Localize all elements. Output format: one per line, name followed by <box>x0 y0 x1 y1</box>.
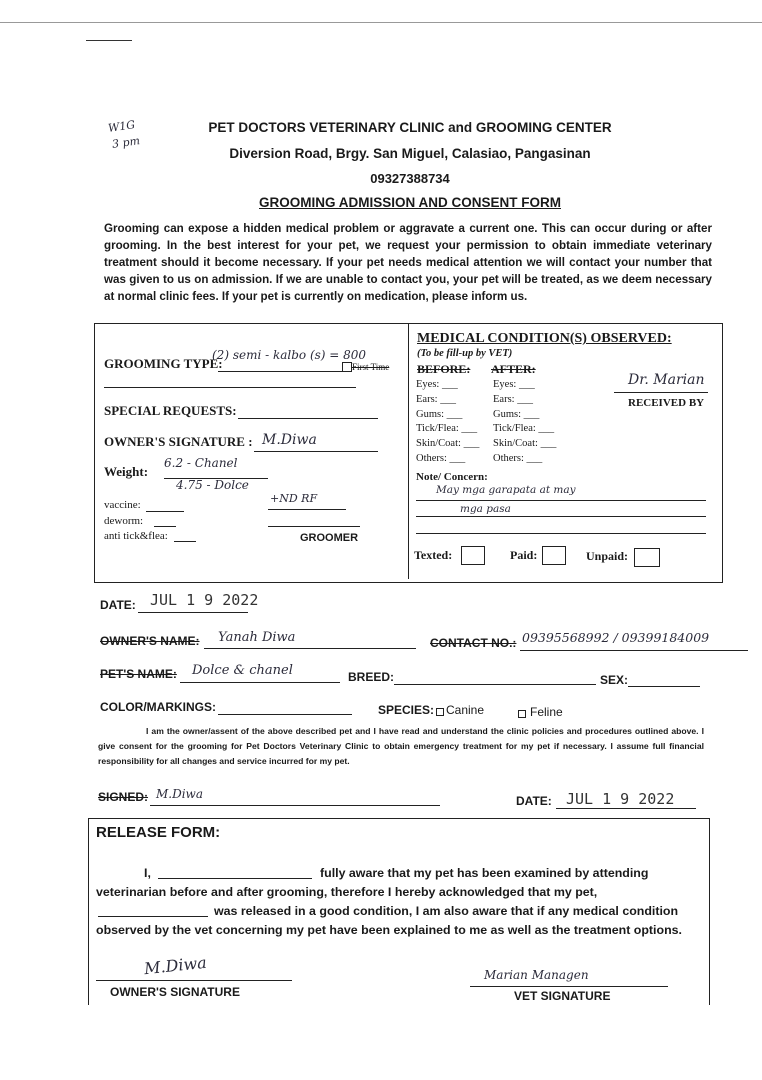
sex-line[interactable] <box>628 686 700 687</box>
grooming-type-value[interactable]: (2) semi - kalbo (s) = 800 <box>212 348 367 362</box>
paid-checkbox[interactable] <box>542 546 566 565</box>
before-items <box>416 378 479 467</box>
vaccine-label: vaccine: <box>104 499 141 511</box>
pet-name-value[interactable]: Dolce & chanel <box>192 663 293 678</box>
date-stamp[interactable]: JUL 1 9 2022 <box>150 591 259 609</box>
first-time-checkbox[interactable] <box>342 362 352 372</box>
before-skincoat[interactable]: Skin/Coat: ___ <box>416 438 480 450</box>
vet-release-signature: Marian Managen <box>484 968 589 982</box>
signed-date-stamp[interactable]: JUL 1 9 2022 <box>566 790 675 808</box>
feline-checkbox[interactable] <box>518 710 526 718</box>
sex-label: SEX: <box>600 673 629 687</box>
after-items <box>493 378 556 467</box>
release-text: I, fully aware that my pet has been examined by attending veterinarian before and after grooming, therefore I hereby acknowledged that my pet, was released in a good condition, I am also aware that if any medical condition observed by the vet concerning my pet have been explained to me as well as the treatment options. <box>96 866 682 937</box>
contact-value[interactable]: 09395568992 / 09399184009 <box>522 630 710 645</box>
breed-line[interactable] <box>394 684 596 685</box>
before-gums[interactable]: Gums: ___ <box>416 408 463 420</box>
weight-value-chanel: 6.2 - Chanel <box>164 456 238 470</box>
groomer-signature-line[interactable] <box>268 526 360 527</box>
grooming-type-line-2 <box>104 387 356 388</box>
after-gums[interactable]: Gums: ___ <box>493 408 540 420</box>
canine-label: Canine <box>446 703 485 717</box>
note-line-2: mga pasa <box>460 503 511 515</box>
note-line-1: May mga garapata at may <box>436 484 576 496</box>
groomer-line <box>268 509 346 510</box>
received-by-label: RECEIVED BY <box>628 397 705 409</box>
groomer-label: GROOMER <box>300 532 359 544</box>
after-skincoat[interactable]: Skin/Coat: ___ <box>493 438 557 450</box>
owner-name-value[interactable]: Yanah Diwa <box>218 630 296 645</box>
release-pet-line[interactable] <box>98 916 208 917</box>
after-tickflea[interactable]: Tick/Flea: ___ <box>493 423 555 435</box>
contact-line <box>520 650 748 651</box>
form-title: GROOMING ADMISSION AND CONSENT FORM <box>259 195 561 210</box>
first-time-label: First Time <box>352 362 390 372</box>
clinic-address: Diversion Road, Brgy. San Miguel, Calasiao, Pangasinan <box>229 146 591 161</box>
after-eyes[interactable]: Eyes: ___ <box>493 379 535 390</box>
signed-label: SIGNED: <box>98 790 149 804</box>
texted-label: Texted: <box>414 548 453 562</box>
vaccine-line[interactable] <box>146 511 184 512</box>
intro-paragraph: Grooming can expose a hidden medical problem or aggravate a current one. This can occur during or after grooming. In the best interest for your pet, we request your permission to obtain immediate veterinary treatment should it become necessary. If your pet needs medical attention we will contact your number that was given to us on admission. If we are unable to contact you, your pet will be treated, as we deem necessary at normal clinic fees. If your pet is currently on medication, please inform us. <box>104 222 712 303</box>
owner-name-line <box>204 648 416 649</box>
consent-paragraph: I am the owner/assent of the above described pet and I have read and understand the clinic policies and procedures outlined above. I give consent for the grooming for Pet Doctors Veterinary Clinic to obtain emergency treatment for my pet if necessary. I assume full financial responsibility for all changes and service incurred for my pet. <box>98 726 704 766</box>
clinic-phone: 09327388734 <box>370 171 450 186</box>
before-label: BEFORE: <box>417 362 471 376</box>
note-rule-1 <box>416 500 706 501</box>
weight-value-dolce: 4.75 - Dolce <box>176 478 249 492</box>
scan-mark <box>86 40 132 41</box>
after-ears[interactable]: Ears: ___ <box>493 393 533 405</box>
unpaid-label: Unpaid: <box>586 549 629 563</box>
owner-signature-value: M.Diwa <box>262 432 317 448</box>
handwritten-note: 3 pm <box>111 134 141 151</box>
deworm-line[interactable] <box>154 526 176 527</box>
canine-checkbox[interactable] <box>436 708 444 716</box>
box-divider <box>408 323 409 579</box>
pet-name-label: PET'S NAME: <box>100 667 177 681</box>
scan-edge <box>0 22 762 23</box>
texted-checkbox[interactable] <box>461 546 485 565</box>
medical-title: MEDICAL CONDITION(S) OBSERVED: <box>417 331 672 346</box>
signed-line <box>150 805 440 806</box>
special-requests-label: SPECIAL REQUESTS: <box>104 403 237 418</box>
paid-label: Paid: <box>510 548 538 562</box>
medical-subtitle: (To be fill-up by VET) <box>417 348 513 359</box>
signed-date-line <box>556 808 696 809</box>
owner-signature-caption: OWNER'S SIGNATURE <box>110 985 240 999</box>
before-ears[interactable]: Ears: ___ <box>416 393 456 405</box>
weight-label: Weight: <box>104 464 149 479</box>
color-markings-line[interactable] <box>218 714 352 715</box>
after-others[interactable]: Others: ___ <box>493 452 543 464</box>
release-name-line[interactable] <box>158 878 312 879</box>
before-others[interactable]: Others: ___ <box>416 452 466 464</box>
note-rule-3 <box>416 533 706 534</box>
antitick-line[interactable] <box>174 541 196 542</box>
pet-name-line <box>180 682 340 683</box>
received-by-line <box>614 392 708 393</box>
special-requests-line[interactable] <box>238 418 378 419</box>
deworm-label: deworm: <box>104 515 144 527</box>
owner-release-signature-line[interactable] <box>96 980 292 981</box>
grooming-type-line <box>218 371 342 372</box>
clinic-name: PET DOCTORS VETERINARY CLINIC and GROOMING CENTER <box>208 120 612 135</box>
owner-signature-label: OWNER'S SIGNATURE : <box>104 434 253 449</box>
note-rule-2 <box>416 516 706 517</box>
groomer-note: +ND RF <box>270 492 318 505</box>
note-label: Note/ Concern: <box>416 471 488 483</box>
received-by-value: Dr. Marian <box>628 372 705 388</box>
weight-line <box>164 478 268 479</box>
unpaid-checkbox[interactable] <box>634 548 660 567</box>
vet-signature-caption: VET SIGNATURE <box>514 989 611 1003</box>
feline-label: Feline <box>530 705 563 719</box>
after-label: AFTER: <box>491 362 536 376</box>
owner-signature-line[interactable] <box>254 451 378 452</box>
color-markings-label: COLOR/MARKINGS: <box>100 700 216 714</box>
handwritten-note: W1G <box>107 118 136 135</box>
owner-release-signature: M.Diwa <box>143 952 208 979</box>
species-label: SPECIES: <box>378 703 435 717</box>
owner-name-label: OWNER'S NAME: <box>100 634 200 648</box>
signed-value[interactable]: M.Diwa <box>156 787 203 801</box>
before-tickflea[interactable]: Tick/Flea: ___ <box>416 423 478 435</box>
date-label: DATE: <box>100 598 136 612</box>
antitick-label: anti tick&flea: <box>104 530 168 542</box>
grooming-type-label: GROOMING TYPE: <box>104 356 223 371</box>
vet-release-signature-line[interactable] <box>470 986 668 987</box>
contact-label: CONTACT NO.: <box>430 636 517 650</box>
signed-date-label: DATE: <box>516 794 552 808</box>
breed-label: BREED: <box>348 670 395 684</box>
release-title: RELEASE FORM: <box>96 824 221 841</box>
before-eyes[interactable]: Eyes: ___ <box>416 379 458 390</box>
date-line <box>138 612 248 613</box>
